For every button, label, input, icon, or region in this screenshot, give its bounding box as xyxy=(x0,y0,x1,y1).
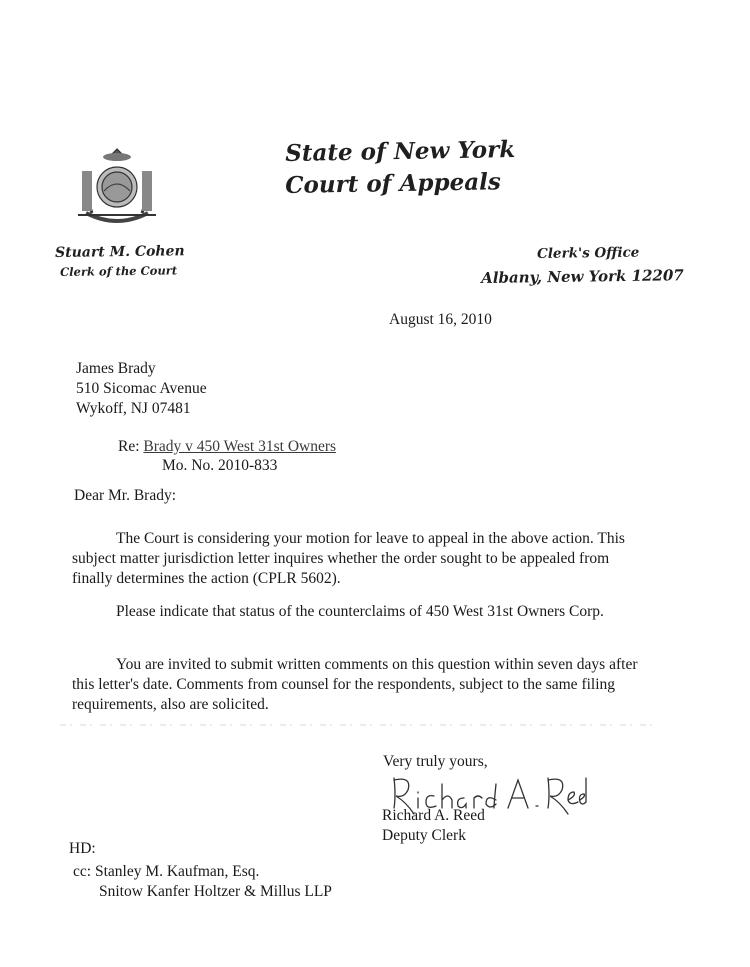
recipient-address xyxy=(76,359,207,419)
signer-title: Deputy Clerk xyxy=(382,827,466,844)
office-city: Albany, New York 12207 xyxy=(481,266,684,287)
motion-number: Mo. No. 2010-833 xyxy=(162,457,278,474)
paragraph-2: Please indicate that status of the counterclaims of 450 West 31st Owners Corp. xyxy=(116,603,604,620)
cc-firm: Snitow Kanfer Holtzer & Millus LLP xyxy=(99,883,332,900)
case-name: Brady v 450 West 31st Owners xyxy=(143,438,337,455)
salutation: Dear Mr. Brady: xyxy=(74,487,177,504)
letter-date: August 16, 2010 xyxy=(389,311,492,328)
state-seal xyxy=(68,143,166,231)
re-line xyxy=(118,437,336,457)
recipient-name: James Brady xyxy=(76,360,156,377)
clerk-role: Clerk of the Court xyxy=(60,263,178,279)
recipient-city: Wykoff, NJ 07481 xyxy=(76,400,191,417)
closing: Very truly yours, xyxy=(383,753,488,770)
recipient-street: 510 Sicomac Avenue xyxy=(76,380,207,397)
paragraph-1: The Court is considering your motion for leave to appeal in the above action. This subject matter jurisdiction letter inquires whether the order sought to be appealed from finally determines the action (CPLR 5602). xyxy=(72,530,625,587)
signer-name: Richard A. Reed xyxy=(382,807,485,824)
office-name: Clerk's Office xyxy=(537,244,640,262)
cc-line xyxy=(73,862,259,882)
paragraph-3: You are invited to submit written comments on this question within seven days after this letter's date. Comments from counsel for the respondents, subject to the same filing requirements, also are solicited. xyxy=(72,656,638,713)
typist-initials: HD: xyxy=(69,840,96,857)
cc-person: Stanley M. Kaufman, Esq. xyxy=(94,863,260,880)
clerk-name: Stuart M. Cohen xyxy=(55,243,185,261)
re-label: Re: xyxy=(118,438,140,455)
cc-label: cc: xyxy=(73,863,92,880)
scan-noise-line xyxy=(60,720,660,730)
court-title-state: State of New York xyxy=(285,135,516,167)
court-title-court: Court of Appeals xyxy=(285,168,502,199)
